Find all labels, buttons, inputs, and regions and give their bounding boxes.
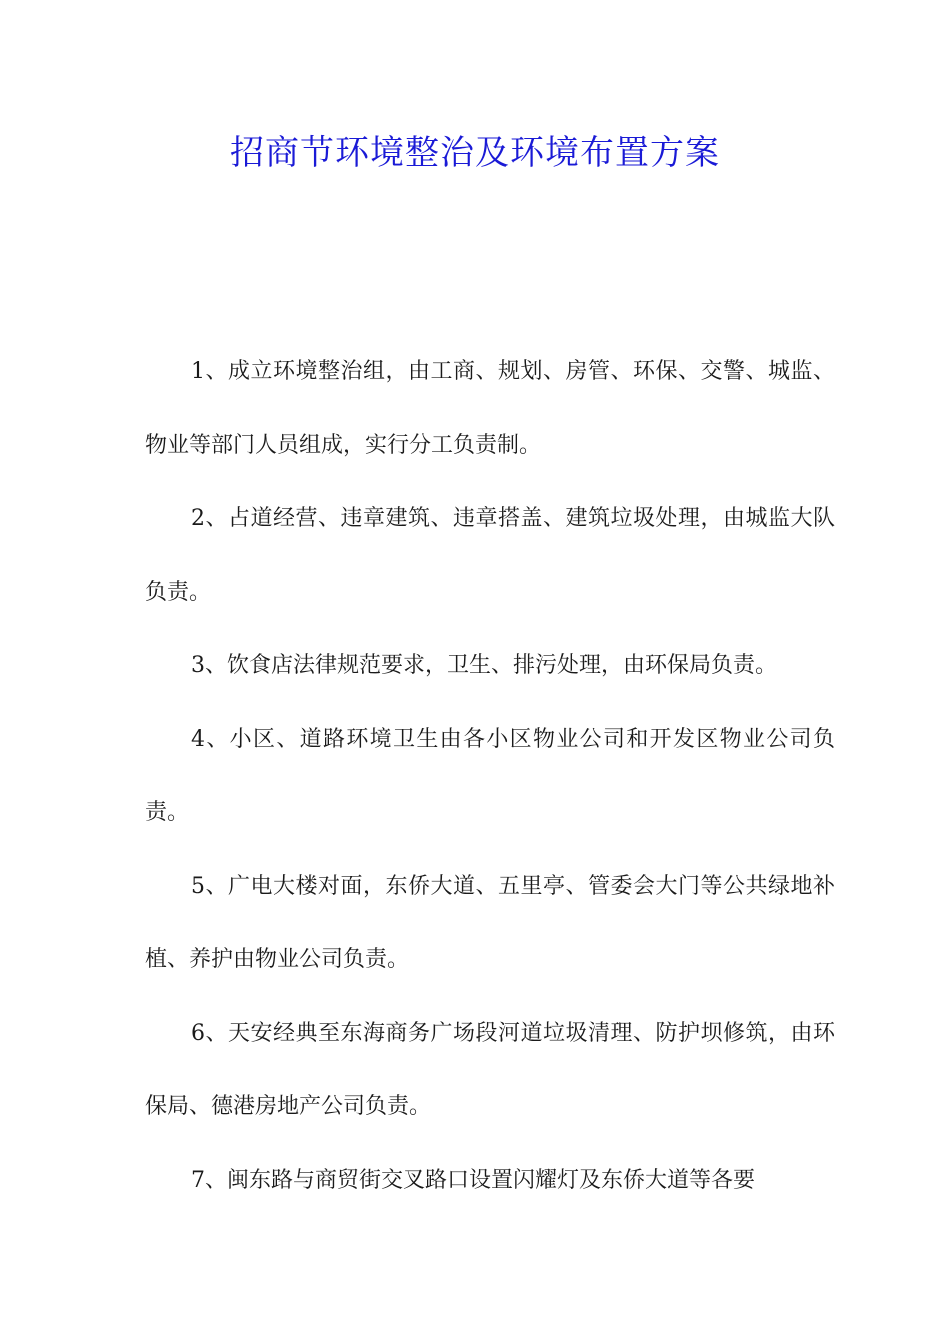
document-title: 招商节环境整治及环境布置方案 [230, 133, 720, 173]
paragraph-3: 3、饮食店法律规范要求，卫生、排污处理，由环保局负责。 [191, 653, 777, 678]
paragraph-1: 1、成立环境整治组，由工商、规划、房管、环保、交警、城监、物业等部门人员组成，实行分工负责制。 [145, 359, 835, 458]
paragraph-2: 2、占道经营、违章建筑、违章搭盖、建筑垃圾处理，由城监大队负责。 [145, 506, 835, 605]
paragraph-4: 4、小区、道路环境卫生由各小区物业公司和开发区物业公司负责。 [145, 726, 835, 825]
paragraph-5: 5、广电大楼对面，东侨大道、五里亭、管委会大门等公共绿地补植、养护由物业公司负责。 [145, 873, 835, 972]
paragraph-7: 7、闽东路与商贸街交叉路口设置闪耀灯及东侨大道等各要 [191, 1167, 755, 1193]
document-body [145, 335, 835, 1217]
paragraph-6: 6、天安经典至东海商务广场段河道垃圾清理、防护坝修筑，由环保局、德港房地产公司负责。 [145, 1020, 835, 1119]
